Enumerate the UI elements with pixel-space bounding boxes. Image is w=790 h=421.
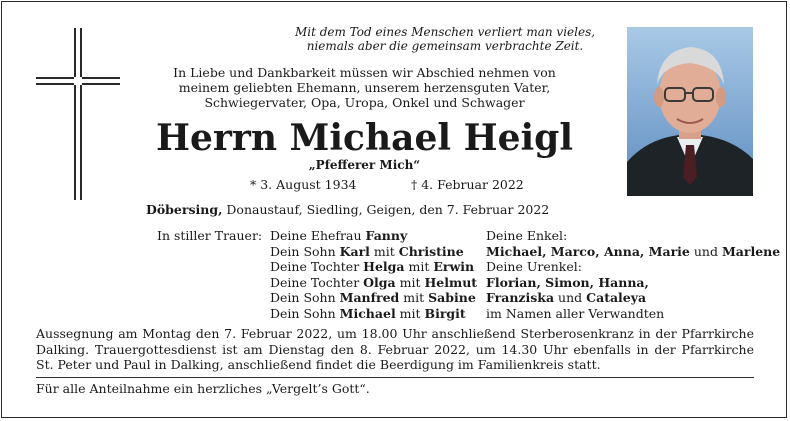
mourning-label: In stiller Trauer:	[157, 228, 263, 243]
divider	[36, 377, 754, 378]
death-date: † 4. Februar 2022	[411, 177, 524, 192]
place-date-rest: Donaustauf, Siedling, Geigen, den 7. Februar 2022	[222, 202, 550, 217]
mourners-right-column	[486, 228, 780, 321]
thanks-line: Für alle Anteilnahme ein herzliches „Vergelt’s Gott“.	[36, 381, 370, 396]
deceased-nickname: „Pfefferer Mich“	[308, 158, 421, 172]
notice-line: Aussegnung am Montag den 7. Februar 2022, um 18.00 Uhr anschließend Sterberosenkranz in der Pfarrkirche	[36, 326, 754, 341]
great-grandchildren-names: Florian, Simon, Hanna,	[486, 274, 649, 290]
motto-line: Mit dem Tod eines Menschen verliert man vieles,	[294, 25, 596, 39]
relatives-line: im Namen aller Verwandten	[486, 305, 665, 321]
intro-line: meinem geliebten Ehemann, unserem herzensguten Vater,	[178, 80, 551, 95]
intro-text	[142, 65, 587, 110]
mourner-line: Deine Tochter Helga mit Erwin	[270, 259, 475, 274]
cross-icon	[36, 28, 120, 200]
notice-line: Dalking. Trauergottesdienst ist am Dienstag den 8. Februar 2022, um 14.30 Uhr ebenfalls in der Pfarrkirche	[36, 341, 754, 357]
intro-line: Schwiegervater, Opa, Uropa, Onkel und Schwager	[204, 95, 525, 110]
funeral-notice	[36, 326, 754, 373]
notice-line: St. Peter und Paul in Dalking, anschließend findet die Beerdigung im Familienkreis statt.	[36, 357, 601, 372]
motto	[240, 25, 650, 53]
mourners-left-column	[270, 228, 477, 321]
motto-line: niemals aber die gemeinsam verbrachte Zeit.	[306, 39, 584, 53]
place-name: Döbersing,	[146, 202, 223, 217]
deceased-name: Herrn Michael Heigl	[155, 117, 574, 159]
mourner-line: Dein Sohn Manfred mit Sabine	[270, 290, 476, 305]
mourner-line: Dein Sohn Karl mit Christine	[270, 243, 464, 259]
birth-date: * 3. August 1934	[250, 177, 357, 192]
great-grandchildren-names: Franziska und Cataleya	[486, 290, 647, 305]
mourner-line: Deine Tochter Olga mit Helmut	[270, 274, 478, 290]
place-date-line	[146, 202, 549, 217]
intro-line: In Liebe und Dankbarkeit müssen wir Abschied nehmen von	[173, 65, 556, 80]
grandchildren-label: Deine Enkel:	[486, 228, 568, 243]
great-grandchildren-label: Deine Urenkel:	[486, 259, 582, 274]
mourner-line: Deine Ehefrau Fanny	[270, 228, 408, 243]
mourner-line: Dein Sohn Michael mit Birgit	[270, 305, 466, 321]
grandchildren-names: Michael, Marco, Anna, Marie und Marlene	[486, 243, 781, 259]
